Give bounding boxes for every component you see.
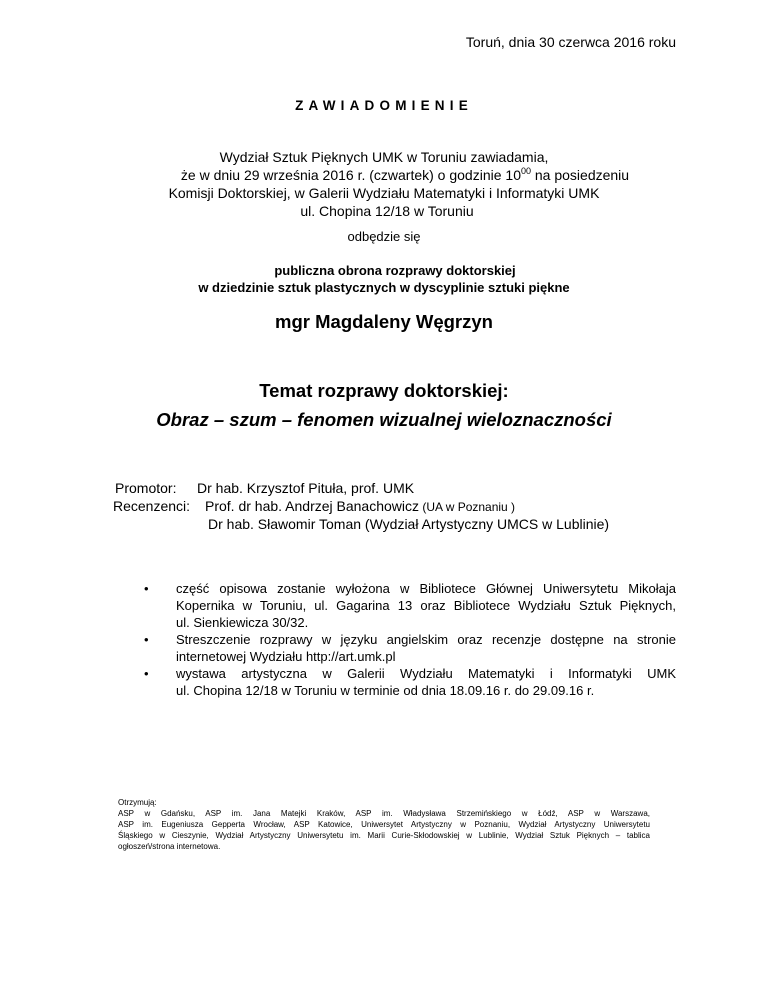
promotor-label: Promotor: xyxy=(115,480,177,496)
bullet-line: Streszczenie rozprawy w języku angielskim oraz recenzje dostępne na stronie xyxy=(176,632,676,647)
intro-line-time xyxy=(0,166,768,184)
date-line: Toruń, dnia 30 czerwca 2016 roku xyxy=(465,34,676,50)
time-superscript: 00 xyxy=(520,166,531,176)
bullet-line: część opisowa zostanie wyłożona w Bibliotece Głównej Uniwersytetu Mikołaja xyxy=(176,581,676,596)
reviewer-name-text: Prof. dr hab. Andrzej Banachowicz xyxy=(205,498,420,514)
recipients-line: ASP w Gdańsku, ASP im. Jana Matejki Kraków, ASP im. Władysława Strzemińskiego w Łódź, ASP w Warszawa, xyxy=(118,809,650,818)
defence-line: w dziedzinie sztuk plastycznych w dyscyplinie sztuki piękne xyxy=(198,280,570,295)
document-title: ZAWIADOMIENIE xyxy=(295,98,473,113)
recipients-line: Śląskiego w Cieszynie, Wydział Artystyczny Uniwersytetu im. Marii Curie-Skłodowskiej w Lublinie, Wydział Sztuk Pięknych – tablica xyxy=(118,831,650,840)
reviewer-name xyxy=(205,497,515,516)
bullet-item xyxy=(144,580,676,631)
topic-title: Obraz – szum – fenomen wizualnej wieloznaczności xyxy=(156,409,612,430)
candidate-name: mgr Magdaleny Węgrzyn xyxy=(275,311,493,332)
topic-label: Temat rozprawy doktorskiej: xyxy=(259,380,509,401)
recipients-line: ogłoszeń/strona internetowa. xyxy=(118,842,221,851)
intro-paragraph xyxy=(0,148,768,220)
defence-description xyxy=(0,262,768,296)
bullet-line: wystawa artystyczna w Galerii Wydziału Matematyki i Informatyki UMK xyxy=(176,666,676,681)
intro-line: ul. Chopina 12/18 w Toruniu xyxy=(300,203,474,219)
promotor-name: Dr hab. Krzysztof Pituła, prof. UMK xyxy=(197,480,415,496)
bullet-icon: • xyxy=(144,581,149,596)
bullet-line: internetowej Wydziału http://art.umk.pl xyxy=(176,649,396,664)
reviewers-label: Recenzenci: xyxy=(113,498,191,514)
reviewer-affiliation: (UA w Poznaniu ) xyxy=(419,500,516,514)
bullet-icon: • xyxy=(144,666,149,681)
reviewer-name: Dr hab. Sławomir Toman (Wydział Artystyczny UMCS w Lublinie) xyxy=(208,516,610,532)
bullet-item xyxy=(144,665,676,699)
bullet-icon: • xyxy=(144,632,149,647)
bullet-line: Kopernika w Toruniu, ul. Gagarina 13 oraz Bibliotece Wydziału Sztuk Pięknych, xyxy=(176,598,676,613)
bullet-line: ul. Sienkiewicza 30/32. xyxy=(176,615,309,630)
bullet-item xyxy=(144,631,676,665)
recipients-note xyxy=(118,797,650,852)
recipients-line: ASP im. Eugeniusza Gepperta Wrocław, ASP Katowice, Uniwersytet Artystyczny w Poznaniu, Wydział Artystyczny Uniwersytetu xyxy=(118,820,650,829)
intro-line: Wydział Sztuk Pięknych UMK w Toruniu zawiadamia, xyxy=(219,149,549,165)
intro-line-part: na posiedzeniu xyxy=(531,167,630,183)
intro-line-part: że w dniu 29 września 2016 r. (czwartek) o godzinie 10 xyxy=(180,167,521,183)
info-bullet-list xyxy=(144,580,676,699)
will-take-place-text: odbędzie się xyxy=(347,229,421,244)
defence-line: publiczna obrona rozprawy doktorskiej xyxy=(274,263,516,278)
intro-line: Komisji Doktorskiej, w Galerii Wydziału Matematyki i Informatyki UMK xyxy=(168,185,600,201)
bullet-line: ul. Chopina 12/18 w Toruniu w terminie od dnia 18.09.16 r. do 29.09.16 r. xyxy=(176,683,595,698)
recipients-label: Otrzymują: xyxy=(118,798,157,807)
